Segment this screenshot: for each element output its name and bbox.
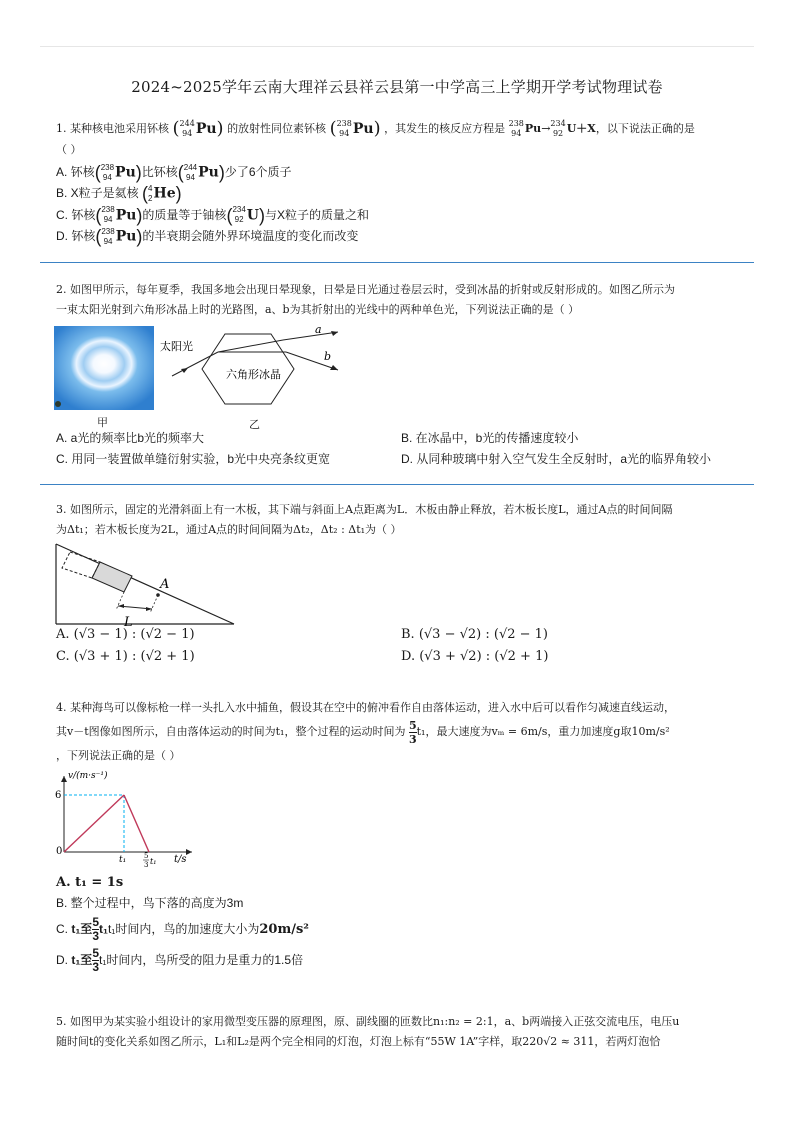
question-2	[56, 280, 746, 320]
q1-option-d[interactable]: D. 钚核( 238 94 Pu)的半衰期会随外界环境温度的变化而改变	[56, 226, 359, 247]
q3-options	[56, 624, 746, 668]
q2-stem-line2: 一束太阳光射到六角形冰晶上时的光路图，a、b为其折射出的光线中的两种单色光，下列说法正确的是（ ）	[56, 303, 580, 316]
q4-stem-line2: 其v－t图像如图所示，自由落体运动的时间为t₁，整个过程的运动时间为 $\frac{5}{3}$ t₁，最大速度为vₘ = 6m/s，重力加速度g取10m/s²	[56, 718, 670, 746]
q3-option-b[interactable]: B. (√3 − √2) : (√2 − 1)	[401, 627, 548, 642]
section-divider	[40, 262, 754, 263]
q3-option-a[interactable]: A. (√3 − 1) : (√2 − 1)	[56, 627, 195, 642]
q4-stem-line1: 4. 某种海鸟可以像标枪一样一头扎入水中捕鱼，假设其在空中的俯冲看作自由落体运动，进入水中后可以看作匀减速直线运动，	[56, 701, 675, 714]
incline-diagram	[54, 540, 244, 628]
question-5	[56, 1012, 746, 1052]
crystal-label: 六角形冰晶	[226, 368, 281, 381]
page-title: 2024~2025学年云南大理祥云县祥云县第一中学高三上学期开学考试物理试卷	[131, 78, 663, 96]
q1-option-b[interactable]: B. X粒子是氦核 ( 4 2 He)	[56, 183, 182, 204]
q1-answer-blank: （ ）	[56, 143, 82, 156]
x-tick-t1: t₁	[119, 855, 127, 865]
q4-stem-line3: ，下列说法正确的是（ ）	[56, 749, 181, 762]
ray-b-label: b	[324, 350, 332, 363]
q2-option-b[interactable]: B. 在冰晶中，b光的传播速度较小	[401, 431, 579, 445]
svg-text:5: 5	[144, 852, 149, 860]
q3-stem-line1: 3. 如图所示，固定的光滑斜面上有一木板，其下端与斜面上A点距离为L．木板由静止释放，若木板长度L，通过A点的时间间隔	[56, 503, 673, 516]
q3-option-d[interactable]: D. (√3 + √2) : (√2 + 1)	[401, 649, 549, 664]
x-tick-5-3-t1: t₁	[150, 857, 157, 866]
q3-option-c[interactable]: C. (√3 + 1) : (√2 + 1)	[56, 649, 195, 664]
figure-yi-label: 乙	[249, 418, 260, 431]
question-4	[56, 698, 746, 766]
q2-option-d[interactable]: D. 从同种玻璃中射入空气发生全反射时，a光的临界角较小	[401, 452, 712, 466]
q1-option-c[interactable]: C. 钚核( 238 94 Pu)的质量等于铀核( 234 92 U)与X粒子的质量之和	[56, 204, 370, 225]
q4-option-b[interactable]: B. 整个过程中，鸟下落的高度为3m	[56, 896, 244, 910]
section-divider	[40, 484, 754, 485]
q2-stem-line1: 2. 如图甲所示，每年夏季，我国多地会出现日晕现象，日晕是日光通过卷层云时，受到冰晶的折射或反射形成的。如图乙所示为	[56, 283, 675, 296]
x-axis-label: t/s	[174, 854, 187, 865]
svg-text:3: 3	[144, 861, 149, 868]
ray-a-label: a	[315, 323, 322, 336]
q1-option-a[interactable]: A. 钚核( 238 94 Pu)比钚核( 244 94 Pu)少了6个质子	[56, 162, 292, 183]
length-l-label: L	[124, 615, 133, 628]
y-axis-label: v/(m·s⁻¹)	[68, 771, 108, 781]
q4-option-a[interactable]: A. t₁ = 1s	[56, 875, 124, 890]
question-3	[56, 500, 746, 540]
sun-halo-photo	[54, 326, 154, 410]
q5-stem-line2: 随时间t的变化关系如图乙所示，L₁和L₂是两个完全相同的灯泡，灯泡上标有“55W 1A”字样，取220√2 ≈ 311，若两灯泡恰	[56, 1035, 661, 1048]
origin-label: 0	[56, 846, 63, 857]
top-divider	[40, 46, 754, 47]
q1-stem: 1. 某种核电池采用钚核	[56, 122, 169, 135]
q2-option-a[interactable]: A. a光的频率比b光的频率大	[56, 431, 205, 445]
q5-stem-line1: 5. 如图甲为某实验小组设计的家用微型变压器的原理图，原、副线圈的匝数比n₁:n₂ = 2:1，a、b两端接入正弦交流电压，电压u	[56, 1015, 680, 1028]
q2-options	[56, 428, 746, 470]
point-a-label: A	[160, 577, 170, 592]
question-1: 1. 某种核电池采用钚核 ( 244 94 Pu) 的放射性同位素钚核 ( 238 94 Pu) ，其发生的核反应方程是 238 94 Pu→ 234 92 U＋X，以下说法正确的是 （ ） A. 钚核( 238 94 Pu)比钚核( 244 94 Pu)少了6个质子 B. X粒子是氦核 ( 4 2 He) C. 钚核( 238 94 Pu)的质量等于铀核( 234 92 U)与X粒子的质量之和 D. 钚核( 238 94 Pu)的半衰期会随外界环境温度的变化而改变	[56, 118, 746, 247]
y-tick-6: 6	[55, 790, 62, 801]
figure-jia-label: 甲	[97, 416, 108, 429]
q4-options	[56, 872, 746, 975]
q4-option-c[interactable]: C. t₁至 $\frac{5}{3}$ t₁t₁时间内，鸟的加速度大小为20m/s²	[56, 915, 309, 944]
q2-option-c[interactable]: C. 用同一装置做单缝衍射实验，b光中央亮条纹更宽	[56, 452, 331, 466]
sunlight-label: 太阳光	[160, 340, 193, 353]
ice-crystal-diagram	[158, 322, 348, 414]
q4-option-d[interactable]: D. t₁至 $\frac{5}{3}$ t₁时间内，鸟所受的阻力是重力的1.5倍	[56, 946, 304, 975]
q3-stem-line2: 为Δt₁；若木板长度为2L，通过A点的时间间隔为Δt₂，Δt₂ : Δt₁为（ ）	[56, 523, 402, 536]
vt-graph	[52, 768, 202, 868]
